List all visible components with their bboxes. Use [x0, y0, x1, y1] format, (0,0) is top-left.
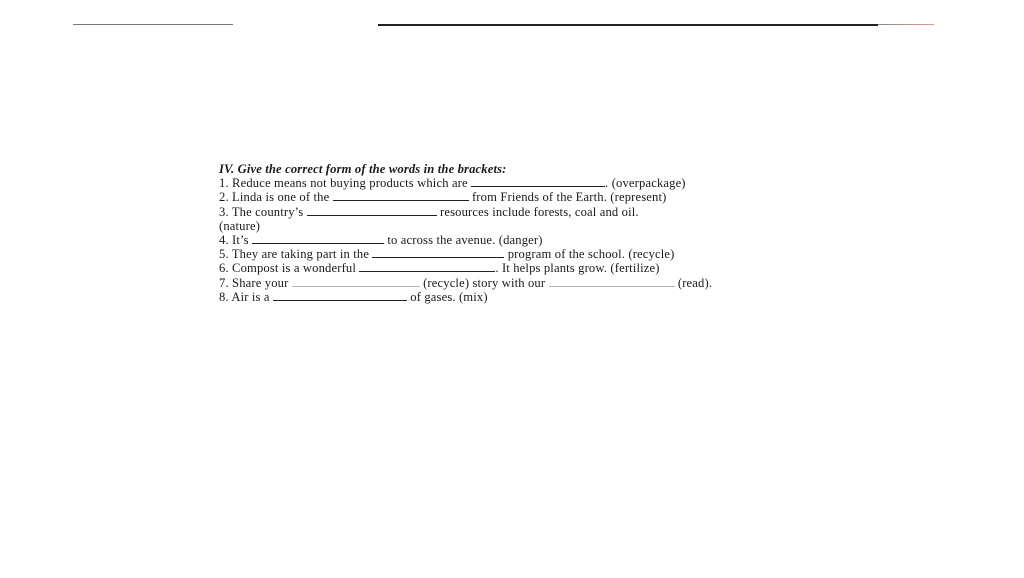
exercise-item-2: [219, 190, 789, 204]
item-text: 7. Share your: [219, 275, 289, 290]
exercise-item-3-continuation: (nature): [219, 218, 261, 233]
exercise-item-4: [219, 233, 789, 247]
answer-blank[interactable]: [471, 176, 605, 187]
top-rule-fade: [878, 24, 934, 25]
item-text: (recycle) story with our: [423, 275, 546, 290]
worksheet-exercise: [219, 162, 789, 304]
exercise-item-3: [219, 205, 789, 219]
item-text: 2. Linda is one of the: [219, 190, 330, 205]
item-text: of gases. (mix): [410, 289, 488, 304]
answer-blank[interactable]: [359, 261, 495, 272]
item-text: . It helps plants grow. (fertilize): [495, 261, 660, 276]
answer-blank[interactable]: [252, 233, 384, 244]
exercise-heading: IV. Give the correct form of the words in the brackets:: [219, 162, 507, 176]
item-text: (read).: [677, 275, 713, 290]
exercise-item-5: [219, 247, 789, 261]
answer-blank[interactable]: [333, 190, 469, 201]
item-text: 6. Compost is a wonderful: [219, 261, 357, 276]
answer-blank[interactable]: [273, 290, 407, 301]
answer-blank[interactable]: [549, 276, 675, 287]
item-text: to across the avenue. (danger): [387, 233, 543, 248]
item-text: 8. Air is a: [219, 289, 270, 304]
item-text: from Friends of the Earth. (represent): [471, 190, 667, 205]
item-text: resources include forests, coal and oil.: [440, 204, 639, 219]
answer-blank[interactable]: [292, 276, 420, 287]
answer-blank[interactable]: [307, 205, 437, 216]
top-rule-left: [73, 24, 233, 25]
item-text: 1. Reduce means not buying products which are: [219, 176, 468, 191]
exercise-item-6: [219, 261, 789, 275]
exercise-item-1: [219, 176, 789, 190]
item-text: 5. They are taking part in the: [219, 247, 370, 262]
item-text: . (overpackage): [605, 176, 686, 191]
exercise-item-8: [219, 290, 789, 304]
item-text: 4. It’s: [219, 233, 249, 248]
item-text: program of the school. (recycle): [507, 247, 675, 262]
top-rule-main: [378, 24, 878, 26]
answer-blank[interactable]: [372, 247, 504, 258]
exercise-item-7: [219, 276, 789, 290]
item-text: 3. The country’s: [219, 204, 304, 219]
